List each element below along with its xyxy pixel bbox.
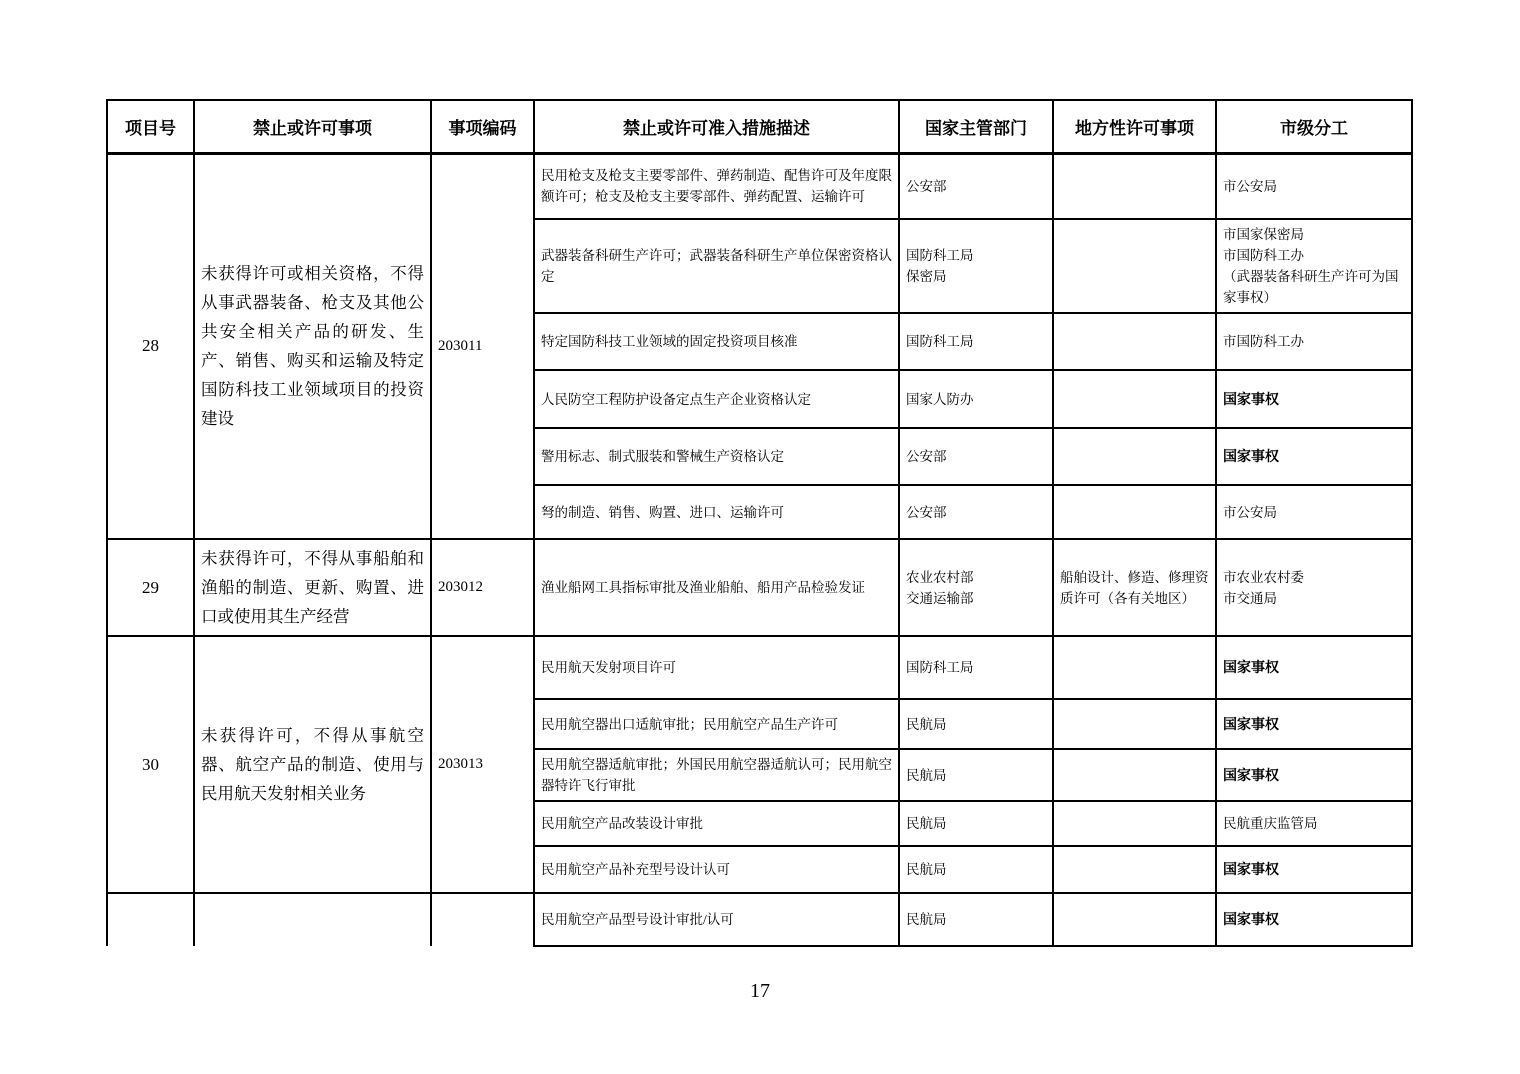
- measure-desc-cell: 人民防空工程防护设备定点生产企业资格认定: [534, 370, 899, 428]
- national-dept-cell: 国家人防办: [899, 370, 1053, 428]
- municipal-division-cell: 民航重庆监管局: [1216, 801, 1412, 846]
- measure-desc-cell: 弩的制造、销售、购置、进口、运输许可: [534, 485, 899, 539]
- municipal-division-cell: 国家事权: [1216, 428, 1412, 485]
- national-dept-cell: 民航局: [899, 749, 1053, 801]
- page-number: 17: [750, 980, 770, 1002]
- national-dept-cell: 国防科工局 保密局: [899, 219, 1053, 313]
- national-dept-cell: 国防科工局: [899, 313, 1053, 370]
- measure-desc-cell: 特定国防科技工业领域的固定投资项目核准: [534, 313, 899, 370]
- municipal-division-cell: 国家事权: [1216, 699, 1412, 749]
- national-dept-cell: 民航局: [899, 846, 1053, 893]
- measure-desc-cell: 警用标志、制式服装和警械生产资格认定: [534, 428, 899, 485]
- local-licensing-cell: [1053, 801, 1216, 846]
- local-licensing-cell: [1053, 636, 1216, 699]
- table-row: [107, 893, 1412, 946]
- municipal-division-cell: 国家事权: [1216, 893, 1412, 946]
- local-licensing-cell: [1053, 370, 1216, 428]
- municipal-division-cell: 市国家保密局 市国防科工办 （武器装备科研生产许可为国家事权）: [1216, 219, 1412, 313]
- local-licensing-cell: [1053, 219, 1216, 313]
- national-dept-cell: 公安部: [899, 485, 1053, 539]
- table-row: [107, 539, 1412, 636]
- municipal-division-cell: 市农业农村委 市交通局: [1216, 539, 1412, 636]
- local-licensing-cell: [1053, 153, 1216, 219]
- matter-cell: 未获得许可，不得从事航空器、航空产品的制造、使用与民用航天发射相关业务: [194, 636, 431, 893]
- national-dept-cell: 公安部: [899, 428, 1053, 485]
- local-licensing-cell: [1053, 313, 1216, 370]
- national-dept-cell: 农业农村部 交通运输部: [899, 539, 1053, 636]
- local-licensing-cell: [1053, 846, 1216, 893]
- municipal-division-cell: 国家事权: [1216, 846, 1412, 893]
- measure-desc-cell: 民用枪支及枪支主要零部件、弹药制造、配售许可及年度限额许可；枪支及枪支主要零部件、弹药配置、运输许可: [534, 153, 899, 219]
- measure-desc-cell: 民用航空器出口适航审批；民用航空产品生产许可: [534, 699, 899, 749]
- measure-desc-cell: 民用航空产品补充型号设计认可: [534, 846, 899, 893]
- item-no-cell: [107, 893, 194, 946]
- measure-desc-cell: 渔业船网工具指标审批及渔业船舶、船用产品检验发证: [534, 539, 899, 636]
- local-licensing-cell: [1053, 893, 1216, 946]
- local-licensing-cell: [1053, 749, 1216, 801]
- table-row: [107, 153, 1412, 219]
- table-row: [107, 636, 1412, 699]
- matter-cell: [194, 893, 431, 946]
- municipal-division-cell: 国家事权: [1216, 636, 1412, 699]
- item-no-cell: 29: [107, 539, 194, 636]
- header-matter: 禁止或许可事项: [194, 100, 431, 153]
- header-code: 事项编码: [431, 100, 534, 153]
- national-dept-cell: 民航局: [899, 801, 1053, 846]
- header-local-licensing: 地方性许可事项: [1053, 100, 1216, 153]
- municipal-division-cell: 国家事权: [1216, 370, 1412, 428]
- national-dept-cell: 民航局: [899, 893, 1053, 946]
- national-dept-cell: 国防科工局: [899, 636, 1053, 699]
- measure-desc-cell: 民用航空产品改装设计审批: [534, 801, 899, 846]
- item-no-cell: 30: [107, 636, 194, 893]
- header-measure-desc: 禁止或许可准入措施描述: [534, 100, 899, 153]
- measure-desc-cell: 民用航空产品型号设计审批/认可: [534, 893, 899, 946]
- municipal-division-cell: 市公安局: [1216, 153, 1412, 219]
- header-municipal-division: 市级分工: [1216, 100, 1412, 153]
- code-cell: 203012: [431, 539, 534, 636]
- local-licensing-cell: 船舶设计、修造、修理资质许可（各有关地区）: [1053, 539, 1216, 636]
- matter-cell: 未获得许可或相关资格，不得从事武器装备、枪支及其他公共安全相关产品的研发、生产、销售、购买和运输及特定国防科技工业领域项目的投资建设: [194, 153, 431, 539]
- licensing-table: [106, 99, 1413, 947]
- national-dept-cell: 民航局: [899, 699, 1053, 749]
- municipal-division-cell: 市国防科工办: [1216, 313, 1412, 370]
- matter-cell: 未获得许可，不得从事船舶和渔船的制造、更新、购置、进口或使用其生产经营: [194, 539, 431, 636]
- header-item-no: 项目号: [107, 100, 194, 153]
- measure-desc-cell: 民用航空器适航审批；外国民用航空器适航认可；民用航空器特许飞行审批: [534, 749, 899, 801]
- code-cell: 203011: [431, 153, 534, 539]
- local-licensing-cell: [1053, 485, 1216, 539]
- item-no-cell: 28: [107, 153, 194, 539]
- municipal-division-cell: 市公安局: [1216, 485, 1412, 539]
- local-licensing-cell: [1053, 699, 1216, 749]
- header-national-dept: 国家主管部门: [899, 100, 1053, 153]
- code-cell: [431, 893, 534, 946]
- measure-desc-cell: 民用航天发射项目许可: [534, 636, 899, 699]
- measure-desc-cell: 武器装备科研生产许可；武器装备科研生产单位保密资格认定: [534, 219, 899, 313]
- code-cell: 203013: [431, 636, 534, 893]
- table-header-row: [107, 100, 1412, 153]
- local-licensing-cell: [1053, 428, 1216, 485]
- municipal-division-cell: 国家事权: [1216, 749, 1412, 801]
- national-dept-cell: 公安部: [899, 153, 1053, 219]
